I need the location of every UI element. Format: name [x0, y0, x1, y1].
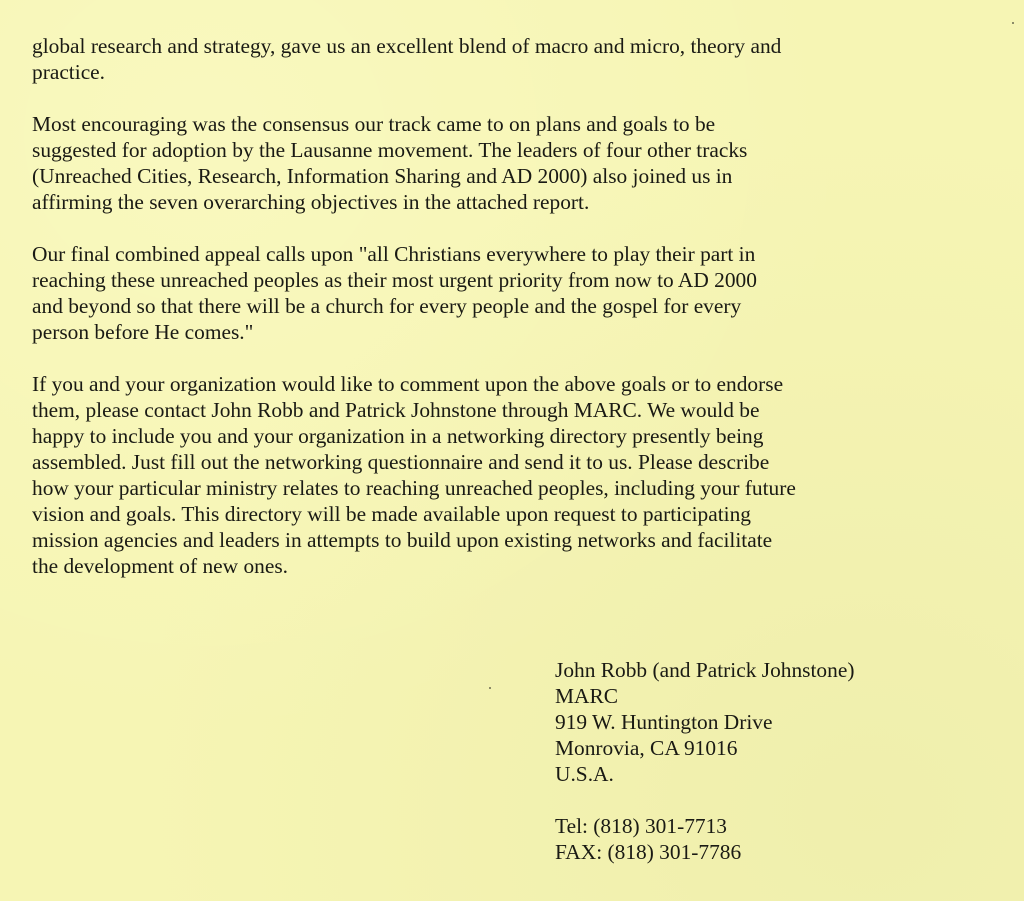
- text-line: suggested for adoption by the Lausanne movement. The leaders of four other tracks: [32, 138, 748, 162]
- text-line: affirming the seven overarching objectives in the attached report.: [32, 190, 590, 214]
- text-line: how your particular ministry relates to reaching unreached peoples, including your future: [32, 476, 796, 500]
- text-line: Most encouraging was the consensus our track came to on plans and goals to be: [32, 112, 716, 136]
- paragraph-1: [32, 33, 994, 85]
- text-line: Our final combined appeal calls upon "all Christians everywhere to play their part in: [32, 242, 756, 266]
- text-line: practice.: [32, 60, 106, 84]
- text-line: vision and goals. This directory will be made available upon request to participating: [32, 502, 751, 526]
- text-line: If you and your organization would like to comment upon the above goals or to endorse: [32, 372, 784, 396]
- text-line: happy to include you and your organization in a networking directory presently being: [32, 424, 764, 448]
- text-line: mission agencies and leaders in attempts to build upon existing networks and facilitate: [32, 528, 773, 552]
- text-line: and beyond so that there will be a church for every people and the gospel for every: [32, 294, 742, 318]
- paragraph-3: [32, 241, 994, 345]
- text-line: (Unreached Cities, Research, Information Sharing and AD 2000) also joined us in: [32, 164, 733, 188]
- text-line: the development of new ones.: [32, 554, 289, 578]
- paper-speck: [489, 687, 491, 689]
- text-line: them, please contact John Robb and Patrick Johnstone through MARC. We would be: [32, 398, 760, 422]
- text-line: assembled. Just fill out the networking questionnaire and send it to us. Please describe: [32, 450, 770, 474]
- letter-body: [32, 33, 994, 605]
- text-line: global research and strategy, gave us an excellent blend of macro and micro, theory and: [32, 34, 782, 58]
- signature-block: [555, 657, 995, 865]
- signature-name: John Robb (and Patrick Johnstone): [555, 658, 855, 682]
- address-street: 919 W. Huntington Drive: [555, 710, 773, 734]
- signature-organization: MARC: [555, 684, 619, 708]
- paper-speck: [1012, 22, 1014, 24]
- fax-number: FAX: (818) 301-7786: [555, 840, 742, 864]
- contact-numbers: [555, 813, 995, 865]
- address-city: Monrovia, CA 91016: [555, 736, 738, 760]
- telephone-number: Tel: (818) 301-7713: [555, 814, 727, 838]
- paragraph-4: [32, 371, 994, 579]
- address-country: U.S.A.: [555, 762, 614, 786]
- paragraph-2: [32, 111, 994, 215]
- text-line: person before He comes.": [32, 320, 254, 344]
- text-line: reaching these unreached peoples as their most urgent priority from now to AD 2000: [32, 268, 757, 292]
